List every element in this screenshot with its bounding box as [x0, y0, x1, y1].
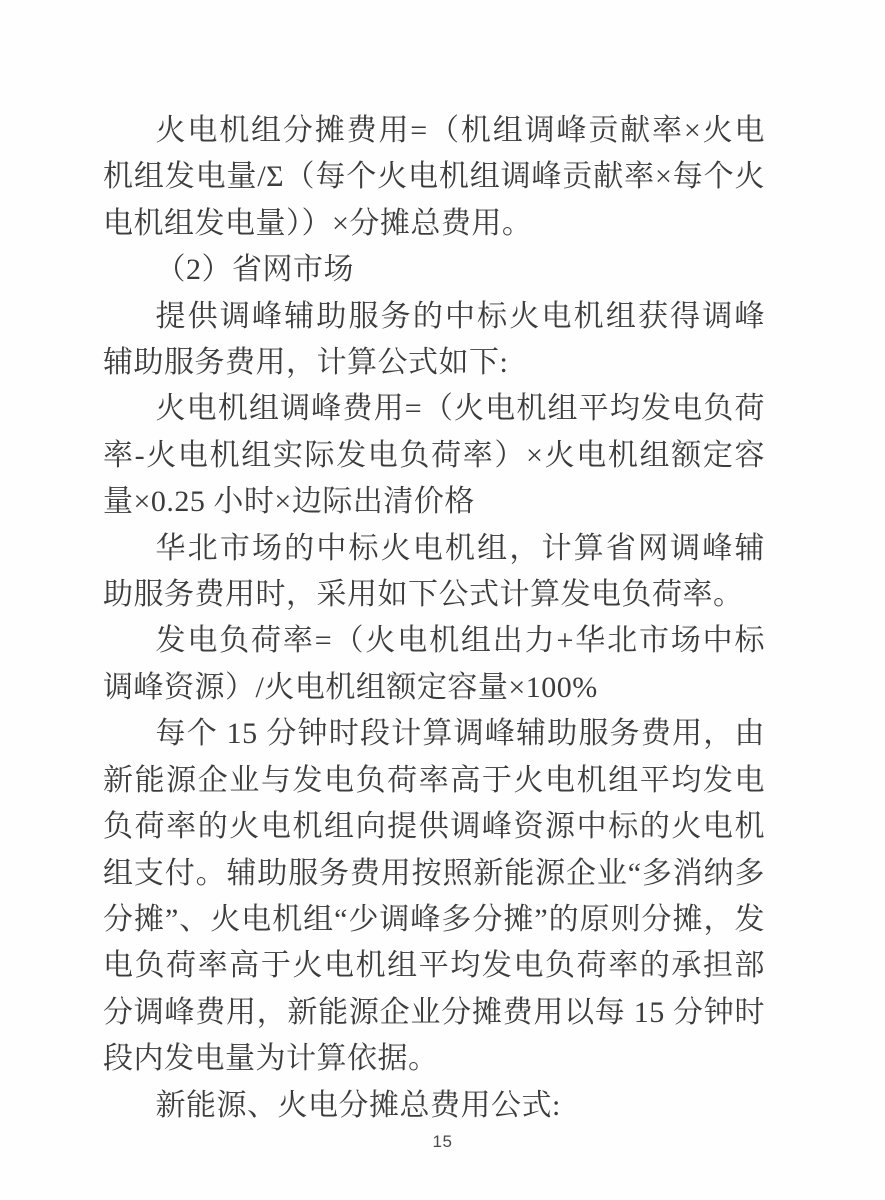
paragraph-fee-allocation-formula: 火电机组分摊费用=（机组调峰贡献率×火电机组发电量/Σ（每个火电机组调峰贡献率×每个火电机组发电量））×分摊总费用。 [103, 114, 765, 240]
paragraph-section-heading-provincial-market: （2）省网市场 [155, 253, 354, 287]
paragraph-north-china-market-note: 华北市场的中标火电机组，计算省网调峰辅助服务费用时，采用如下公式计算发电负荷率。 [103, 531, 765, 612]
paragraph-peak-shaving-fee-formula: 火电机组调峰费用=（火电机组平均发电负荷率-火电机组实际发电负荷率）×火电机组额定容量×0.25 小时×边际出清价格 [103, 392, 765, 519]
paragraph-service-fee-intro: 提供调峰辅助服务的中标火电机组获得调峰辅助服务费用，计算公式如下: [103, 299, 765, 380]
paragraph-load-rate-formula: 发电负荷率=（火电机组出力+华北市场中标调峰资源）/火电机组额定容量×100% [103, 624, 765, 704]
page-footer [0, 1132, 885, 1152]
paragraph-15min-settlement-rules: 每个 15 分钟时段计算调峰辅助服务费用，由新能源企业与发电负荷率高于火电机组平均发电负荷率的火电机组向提供调峰资源中标的火电机组支付。辅助服务费用按照新能源企业“多消纳多分摊”、火电机组“少调峰多分摊”的原则分摊，发电负荷率高于火电机组平均发电负荷率的承担部分调峰费用，新能源企业分摊费用以每 15 分钟时段内发电量为计算依据。 [103, 717, 765, 1076]
document-text-block [103, 108, 765, 1129]
page-number: 15 [432, 1132, 453, 1151]
paragraph-total-fee-formula-intro: 新能源、火电分摊总费用公式: [155, 1088, 561, 1122]
